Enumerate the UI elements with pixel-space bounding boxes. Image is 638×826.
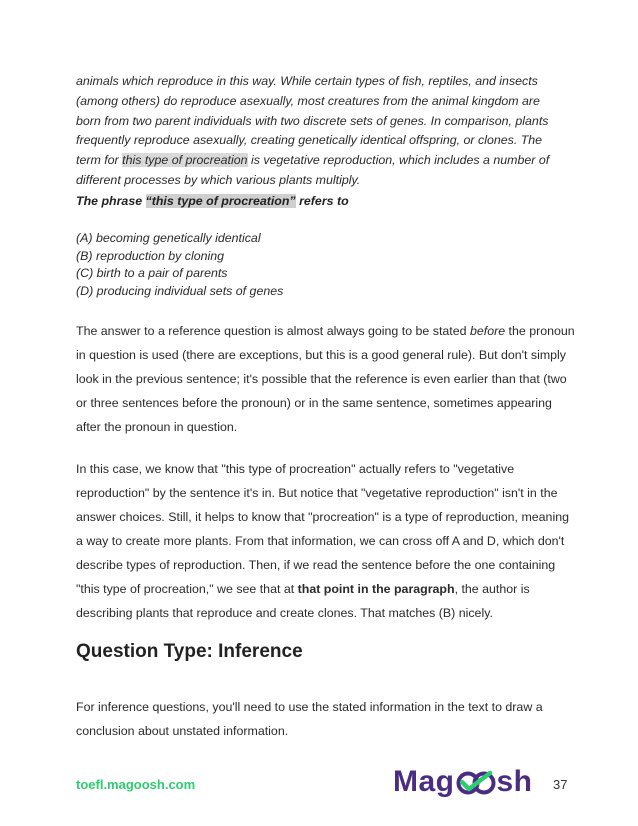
passage-line: different processes by which various plants multiply. [76, 172, 361, 187]
option-b: (B) reproduction by cloning [76, 248, 225, 263]
option-c: (C) birth to a pair of parents [76, 266, 228, 280]
page-number: 37 [553, 777, 568, 792]
question-text: The phrase [76, 194, 146, 208]
answer-options [76, 230, 283, 300]
passage-text: is vegetative reproduction, which includes a number of [247, 153, 550, 168]
section-heading: Question Type: Inference [76, 641, 303, 662]
question-text: refers to [295, 194, 349, 208]
footer-website-link[interactable]: toefl.magoosh.com [76, 777, 196, 792]
passage-line [76, 151, 576, 171]
inference-paragraph: For inference questions, you'll need to use the stated information in the text to draw a conclusion about unstated information. [76, 700, 543, 738]
paragraph-text: , the author is describing plants that reproduce and create clones. That matches (B) nicely. [76, 582, 530, 620]
passage-line: frequently reproduce asexually, creating genetically identical offspring, or clones. The [76, 133, 543, 148]
paragraph-text: In this case, we know that "this type of procreation" actually refers to "vegetative reproduction" by the sentence it's in. But notice that "vegetative reproduction" isn't in the answer choices. Still, it helps to know that "procreation" is a type of reproduction, meaning a way to create more plants. From that information, we can cross off A and D, which don't describe types of reproduction. Then, if we read the sentence before the one containing "this type of procreation," we see that at [76, 462, 569, 596]
question-highlighted-phrase: “this type of procreation” [145, 194, 296, 208]
explanation-paragraph-1 [76, 319, 576, 439]
paragraph-text: the pronoun in question is used (there are exceptions, but this is a good general rule). But don't simply look in the previous sentence; it's possible that the reference is even earlier than that (two or three sentences before the pronoun) or in the same sentence, sometimes appearing after the pronoun in question. [76, 324, 575, 434]
paragraph-text: The answer to a reference question is almost always going to be stated [76, 324, 470, 338]
question-stem [76, 194, 349, 208]
passage-line: (among others) do reproduce asexually, most creatures from the animal kingdom are [76, 93, 540, 108]
passage-line: animals which reproduce in this way. While certain types of fish, reptiles, and insects [76, 74, 538, 88]
logo-check-icon [456, 769, 496, 795]
logo-text-right: sh [496, 765, 533, 798]
magoosh-logo [393, 764, 533, 800]
logo-text-left: Mag [393, 765, 455, 798]
explanation-paragraph-2 [76, 457, 576, 625]
bold-text: that point in the paragraph [297, 582, 455, 596]
option-d: (D) producing individual sets of genes [76, 283, 284, 298]
emphasis-text: before [469, 324, 506, 338]
highlighted-phrase: this type of procreation [122, 153, 248, 168]
passage-text: term for [76, 153, 123, 168]
option-a: (A) becoming genetically identical [76, 231, 261, 245]
passage-line: born from two parent individuals with two discrete sets of genes. In comparison, plants [76, 113, 549, 128]
reading-passage [76, 72, 576, 191]
